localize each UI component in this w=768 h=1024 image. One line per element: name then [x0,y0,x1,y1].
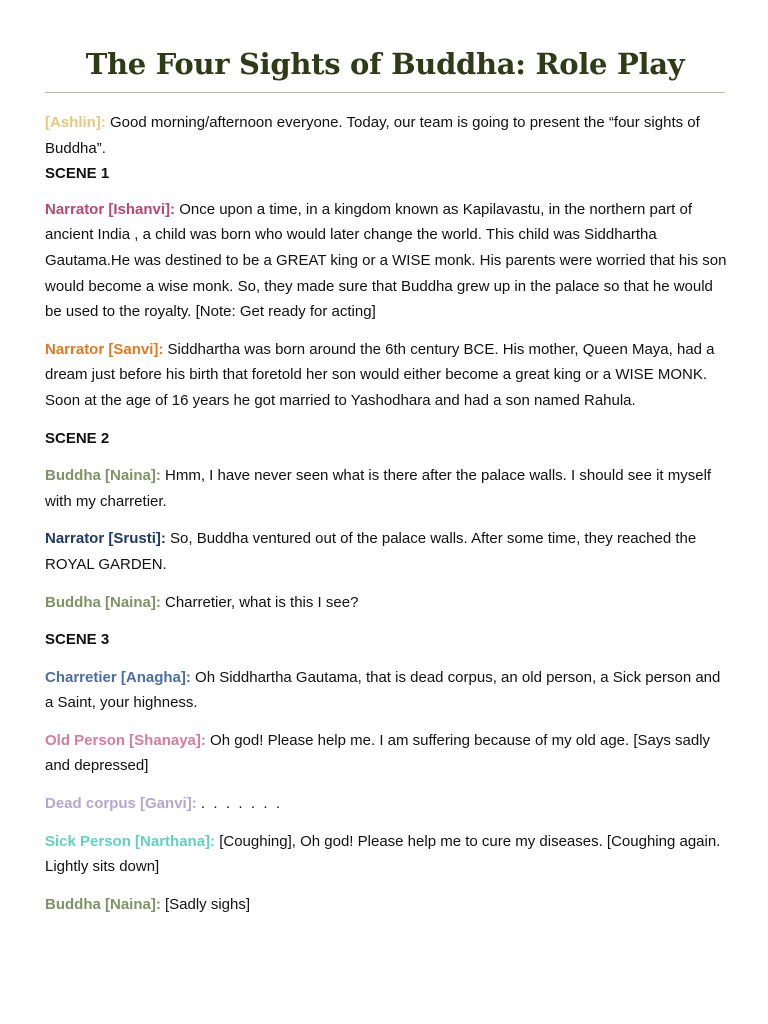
speaker-label: Sick Person [Narthana]: [45,832,216,850]
speaker-label: [Ashlin]: [45,114,106,131]
speaker-label: Buddha [Naina]: [45,467,161,485]
line-ashlin [45,110,727,161]
line-buddha-naina [45,590,727,616]
dialogue-text: Charretier, what is this I see? [160,593,359,611]
dialogue-text: Oh Siddhartha Gautama, that is dead corpus, an old person, a Sick person and a Saint, your highness. [45,668,721,712]
line-buddha-naina [45,463,727,514]
speaker-label: Narrator [Ishanvi]: [45,200,176,218]
dialogue-text: Once upon a time, in a kingdom known as Kapilavastu, in the northern part of ancient India , a child was born who would later change the world. This child was Siddhartha Gautama.He was destined to be a GREAT king or a WISE monk. His parents were worried that his son would become a wise monk. So, they made sure that Buddha grew up in the palace so that he would be used to the royalty. [Note: Get ready for acting] [45,200,727,321]
line-narrator-sanvi [45,337,727,414]
dialogue-text: [Coughing], Oh god! Please help me to cure my diseases. [Coughing again. Lightly sits down] [45,832,721,876]
speaker-label: Narrator [Sanvi]: [45,340,164,358]
speaker-label: Charretier [Anagha]: [45,668,191,686]
dialogue-text: So, Buddha ventured out of the palace walls. After some time, they reached the ROYAL GARDEN. [45,530,697,573]
speaker-label: Old Person [Shanaya]: [45,731,206,749]
script-body [45,110,727,929]
scene-heading: SCENE 2 [45,429,110,447]
line-narrator-ishanvi [45,197,727,325]
speaker-label: Buddha [Naina]: [45,593,161,611]
line-charretier-anagha [45,665,727,716]
line-buddha-naina [45,892,727,918]
line-narrator-srusti [45,526,727,577]
line-old-person-shanaya [45,728,727,779]
line-sick-person-narthana [45,829,727,880]
line-dead-corpus-ganvi [45,791,727,817]
dialogue-text: Siddhartha was born around the 6th century BCE. His mother, Queen Maya, had a dream just before his birth that foretold her son would either become a great king or a WISE MONK. Soon at the age of 16 years he got married to Yashodhara and had a son named Rahula. [45,340,715,409]
page-title: The Four Sights of Buddha: Role Play [85,47,685,81]
speaker-label: Narrator [Srusti]: [45,530,166,548]
title-divider [45,92,725,93]
dialogue-text: [Sadly sighs] [160,895,251,913]
dialogue-text: . . . . . . . [196,795,281,813]
scene-heading: SCENE 1 [45,165,110,183]
dialogue-text: Hmm, I have never seen what is there after the palace walls. I should see it myself with my charretier. [45,467,712,510]
speaker-label: Buddha [Naina]: [45,895,161,913]
dialogue-text: Oh god! Please help me. I am suffering because of my old age. [Says sadly and depressed] [45,731,711,775]
speaker-label: Dead corpus [Ganvi]: [45,795,197,813]
dialogue-text: Good morning/afternoon everyone. Today, our team is going to present the “four sights of Buddha”. [45,114,700,157]
scene-heading: SCENE 3 [45,631,110,649]
